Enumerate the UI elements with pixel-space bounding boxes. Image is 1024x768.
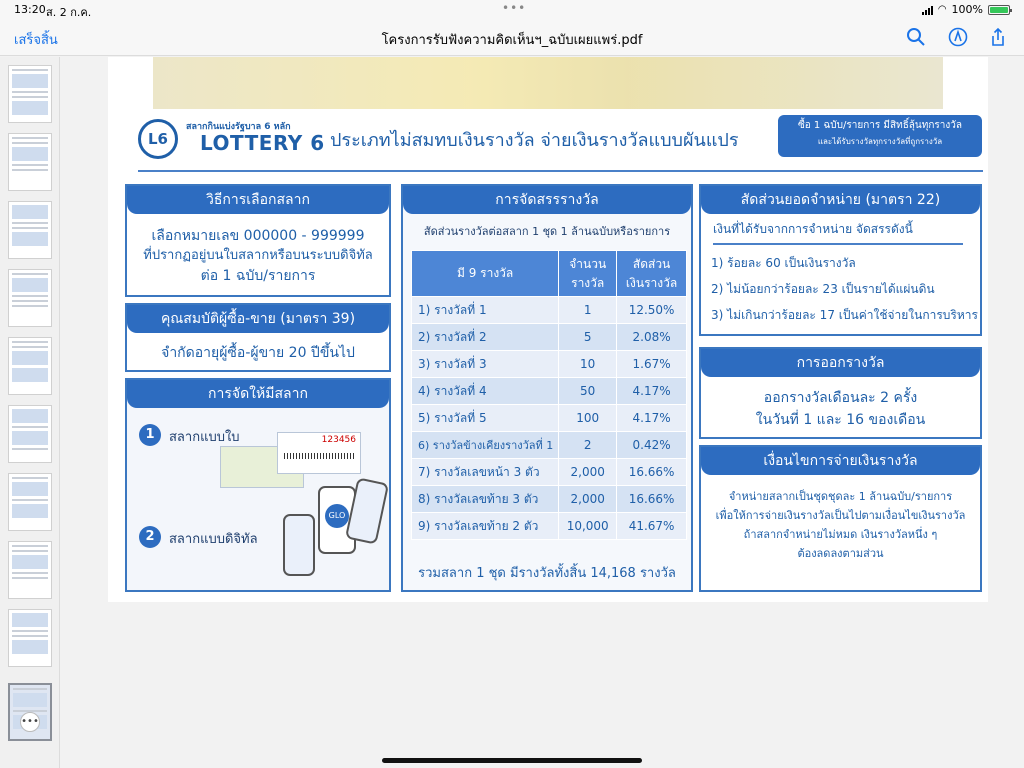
done-button[interactable]: เสร็จสิ้น [14, 33, 58, 48]
promo-line-1: ซื้อ 1 ฉบับ/รายการ มีสิทธิ์ลุ้นทุกรางวัล [797, 120, 963, 131]
qualification-heading: คุณสมบัติผู้ซื้อ-ขาย (มาตรา 39) [127, 305, 389, 333]
table-row: 8) รางวัลเลขท้าย 3 ตัว 2,000 16.66% [412, 486, 687, 513]
draw-line-2: ในวันที่ 1 และ 16 ของเดือน [755, 412, 926, 428]
payout-line-4: ต้องลดลงตามส่วน [797, 547, 884, 560]
logo-subtitle: สลากกินแบ่งรัฐบาล 6 หลัก [186, 122, 291, 132]
draw-line-1: ออกรางวัลเดือนละ 2 ครั้ง [763, 390, 918, 406]
table-row: 4) รางวัลที่ 4 50 4.17% [412, 378, 687, 405]
page-thumbnails-sidebar [0, 57, 60, 768]
header-banner-image [153, 57, 943, 109]
page-thumbnail[interactable] [8, 473, 52, 531]
status-time: 13:20 [14, 3, 46, 16]
search-icon[interactable] [906, 27, 928, 49]
table-row: 7) รางวัลเลขหน้า 3 ตัว 2,000 16.66% [412, 459, 687, 486]
sales-item-3: 3) ไม่เกินกว่าร้อยละ 17 เป็นค่าใช้จ่ายในการบริหาร [711, 308, 978, 322]
home-indicator[interactable] [382, 758, 642, 763]
slide-title: ประเภทไม่สมทบเงินรางวัล จ่ายเงินรางวัลแบบผันแปร [330, 130, 739, 151]
sales-subheading: เงินที่ได้รับจากการจำหน่าย จัดสรรดังนี้ [713, 220, 963, 245]
item-number-2: 2 [139, 526, 161, 548]
selection-line-3: ต่อ 1 ฉบับ/รายการ [200, 268, 316, 284]
table-row: 2) รางวัลที่ 2 5 2.08% [412, 324, 687, 351]
prize-total: รวมสลาก 1 ชุด มีรางวัลทั้งสิ้น 14,168 รางวัล [418, 566, 676, 581]
multitask-dots-icon[interactable]: ••• [502, 1, 527, 15]
document-title: โครงการรับฟังความคิดเห็นฯ_ฉบับเผยแพร่.pdf [381, 33, 643, 48]
page-thumbnail[interactable] [8, 201, 52, 259]
digital-ticket-label: สลากแบบดิจิทัล [169, 532, 258, 547]
battery-percent: 100% [951, 3, 983, 16]
promo-callout [778, 115, 982, 157]
sales-item-1: 1) ร้อยละ 60 เป็นเงินรางวัล [711, 256, 856, 270]
l6-logo: L6 [138, 119, 178, 159]
page-thumbnail[interactable] [8, 609, 52, 667]
slide-header [108, 109, 988, 179]
page-thumbnail[interactable] [8, 337, 52, 395]
selection-method-box [125, 184, 391, 297]
payout-line-2: เพื่อให้การจ่ายเงินรางวัลเป็นไปตามเงื่อนไขเงินรางวัล [715, 509, 966, 522]
page-thumbnail[interactable] [8, 65, 52, 123]
col-header-prizes: มี 9 รางวัล [412, 251, 559, 297]
draw-schedule-box [699, 347, 982, 439]
markup-icon[interactable] [948, 27, 970, 49]
qualification-text: จำกัดอายุผู้ซื้อ-ผู้ขาย 20 ปีขึ้นไป [161, 345, 355, 361]
col-header-ratio: สัดส่วน เงินรางวัล [617, 251, 687, 297]
status-bar [0, 0, 1024, 20]
col-header-count: จำนวน รางวัล [559, 251, 617, 297]
paper-ticket-label: สลากแบบใบ [169, 430, 240, 445]
promo-line-2: และได้รับรางวัลทุกรางวัลที่ถูกรางวัล [817, 137, 943, 146]
paper-ticket-image [277, 432, 361, 474]
nav-bar [0, 20, 1024, 56]
table-row: 1) รางวัลที่ 1 1 12.50% [412, 297, 687, 324]
prize-allocation-heading: การจัดสรรรางวัล [403, 186, 691, 214]
ticket-barcode [284, 453, 354, 459]
page-thumbnail[interactable] [8, 133, 52, 191]
cellular-signal-icon [922, 5, 933, 15]
share-icon[interactable] [988, 27, 1010, 49]
arrangement-heading: การจัดให้มีสลาก [127, 380, 389, 408]
prize-allocation-subheading: สัดส่วนรางวัลต่อสลาก 1 ชุด 1 ล้านฉบับหรือรายการ [423, 225, 671, 238]
sales-item-2: 2) ไม่น้อยกว่าร้อยละ 23 เป็นรายได้แผ่นดิน [711, 282, 935, 296]
ticket-number: 123456 [321, 435, 356, 445]
phone-image [283, 514, 315, 576]
glo-logo: GLO [325, 504, 349, 528]
more-options-icon[interactable]: ••• [20, 712, 40, 732]
selection-line-2: ที่ปรากฏอยู่บนใบสลากหรือบนระบบดิจิทัล [143, 248, 373, 263]
wifi-icon: ◠ [937, 4, 947, 15]
ticket-arrangement-box [125, 378, 391, 592]
battery-icon [988, 5, 1010, 15]
sales-allocation-box [699, 184, 982, 336]
table-row: 5) รางวัลที่ 5 100 4.17% [412, 405, 687, 432]
selection-method-heading: วิธีการเลือกสลาก [127, 186, 389, 214]
table-row: 6) รางวัลข้างเคียงรางวัลที่ 1 2 0.42% [412, 432, 687, 459]
payout-heading: เงื่อนไขการจ่ายเงินรางวัล [701, 447, 980, 475]
selection-line-1: เลือกหมายเลข 000000 - 999999 [151, 228, 365, 244]
payout-conditions-box [699, 445, 982, 592]
prize-allocation-box [401, 184, 693, 592]
draw-schedule-heading: การออกรางวัล [701, 349, 980, 377]
payout-line-1: จำหน่ายสลากเป็นชุดชุดละ 1 ล้านฉบับ/รายการ [728, 490, 953, 503]
table-row: 9) รางวัลเลขท้าย 2 ตัว 10,000 41.67% [412, 513, 687, 540]
page-thumbnail[interactable] [8, 405, 52, 463]
sales-allocation-heading: สัดส่วนยอดจำหน่าย (มาตรา 22) [701, 186, 980, 214]
pdf-page [108, 57, 988, 602]
prize-table [411, 250, 687, 540]
item-number-1: 1 [139, 424, 161, 446]
table-row: 3) รางวัลที่ 3 10 1.67% [412, 351, 687, 378]
logo-title: LOTTERY 6 [200, 131, 325, 155]
header-divider [138, 170, 983, 172]
payout-line-3: ถ้าสลากจำหน่ายไม่หมด เงินรางวัลหนึ่ง ๆ [743, 528, 938, 541]
page-thumbnail[interactable] [8, 541, 52, 599]
qualification-box [125, 303, 391, 372]
status-date: ส. 2 ก.ค. [46, 6, 92, 19]
page-thumbnail[interactable] [8, 269, 52, 327]
